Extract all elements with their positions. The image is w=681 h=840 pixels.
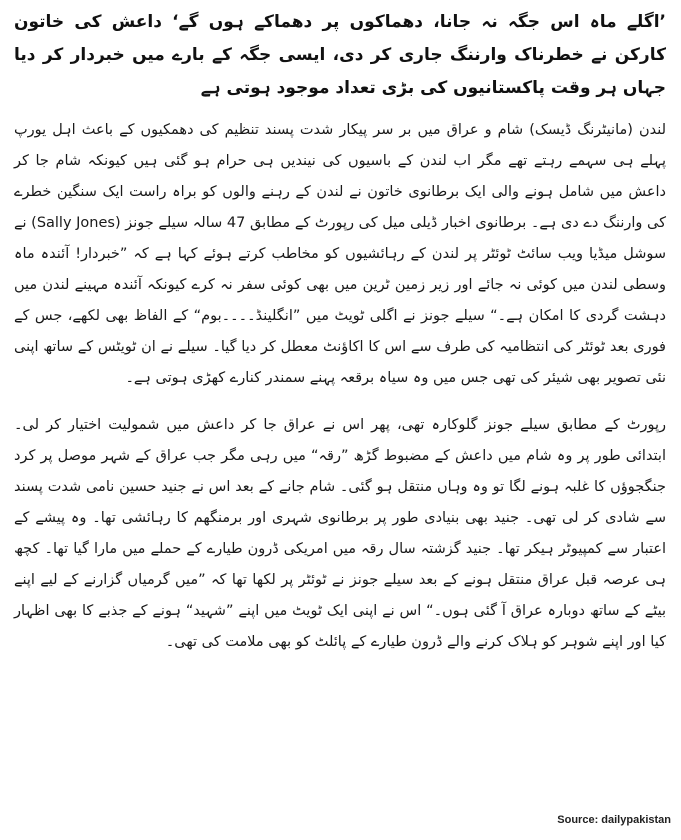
article-paragraph-1: لندن (مانیٹرنگ ڈیسک) شام و عراق میں بر سر پیکار شدت پسند تنظیم کی دھمکیوں کے باعث اہل یورپ پہلے ہی سہمے رہتے تھے مگر اب لندن کے باسیوں کی نیندیں ہی حرام ہو گئی ہیں کیونکہ شام جا کر داعش میں شامل ہونے والی ایک برطانوی خاتون نے لندن کے رہنے والوں کو براہ راست ایک سنگین خطرے کی وارننگ دے دی ہے۔ برطانوی اخبار ڈیلی میل کی رپورٹ کے مطابق 47 سالہ سیلے جونز (Sally Jones) نے سوشل میڈیا ویب سائٹ ٹوئٹر پر لندن کے رہائشیوں کو مخاطب کرتے ہوئے کہا ہے کہ ”خبردار! آئندہ ماہ وسطی لندن میں کوئی نہ جائے اور زیر زمین ٹرین میں بھی کوئی سفر نہ کرے کیونکہ آئندہ مہینے لندن میں دہشت گردی کا امکان ہے۔“ سیلے جونز نے اگلی ٹویٹ میں ”انگلینڈ۔۔۔۔بوم“ کے الفاظ بھی لکھے، جس کے فوری بعد ٹوئٹر کی انتظامیہ کی طرف سے اس کا اکاﺅنٹ معطل کر دیا گیا۔ سیلے نے ان ٹویٹس کے ساتھ اپنی نئی تصویر بھی شیئر کی تھی جس میں وہ سیاہ برقعہ پہنے سمندر کنارے کھڑی ہوتی ہے۔ <box>14 122 667 386</box>
article-paragraph-2: رپورٹ کے مطابق سیلے جونز گلوکارہ تھی، پھر اس نے عراق جا کر داعش میں شمولیت اختیار کر لی۔ ابتدائی طور پر وہ شام میں داعش کے مضبوط گڑھ ”رقہ“ میں رہی مگر جب عراق کے شہر موصل پر کرد جنگجوﺅں کا غلبہ ہونے لگا تو وہ وہاں منتقل ہو گئی۔ شام جانے کے بعد اس نے جنید حسین نامی شدت پسند سے شادی کر لی تھی۔ جنید بھی بنیادی طور پر برطانوی شہری اور برمنگھم کا رہائشی تھا۔ وہ پیشے کے اعتبار سے کمپیوٹر ہیکر تھا۔ جنید گزشتہ سال رقہ میں امریکی ڈرون طیارے کے حملے میں مارا گیا تھا۔ کچھ ہی عرصہ قبل عراق منتقل ہونے کے بعد سیلے جونز نے ٹوئٹر پر لکھا تھا کہ ”میں گرمیاں گزارنے کے لیے اپنے بیٹے کے ساتھ دوبارہ عراق آ گئی ہوں۔“ اس نے اپنی ایک ٹویٹ میں اپنے ”شہید“ ہونے کے جذبے کا بھی اظہار کیا اور اپنے شوہر کو ہلاک کرنے والے ڈرون طیارے کے پائلٹ کو بھی ملامت کی تھی۔ <box>14 417 666 650</box>
news-article <box>14 6 666 674</box>
article-headline: ’اگلے ماہ اس جگہ نہ جانا، دھماکوں پر دھماکے ہوں گے‘ داعش کی خاتون کارکن نے خطرناک وارننگ جاری کر دی، ایسی جگہ کے بارے میں خبردار کر دیا جہاں ہر وقت پاکستانیوں کی بڑی تعداد موجود ہوتی ہے <box>14 12 666 98</box>
source-credit: Source: dailypakistan <box>557 814 671 826</box>
